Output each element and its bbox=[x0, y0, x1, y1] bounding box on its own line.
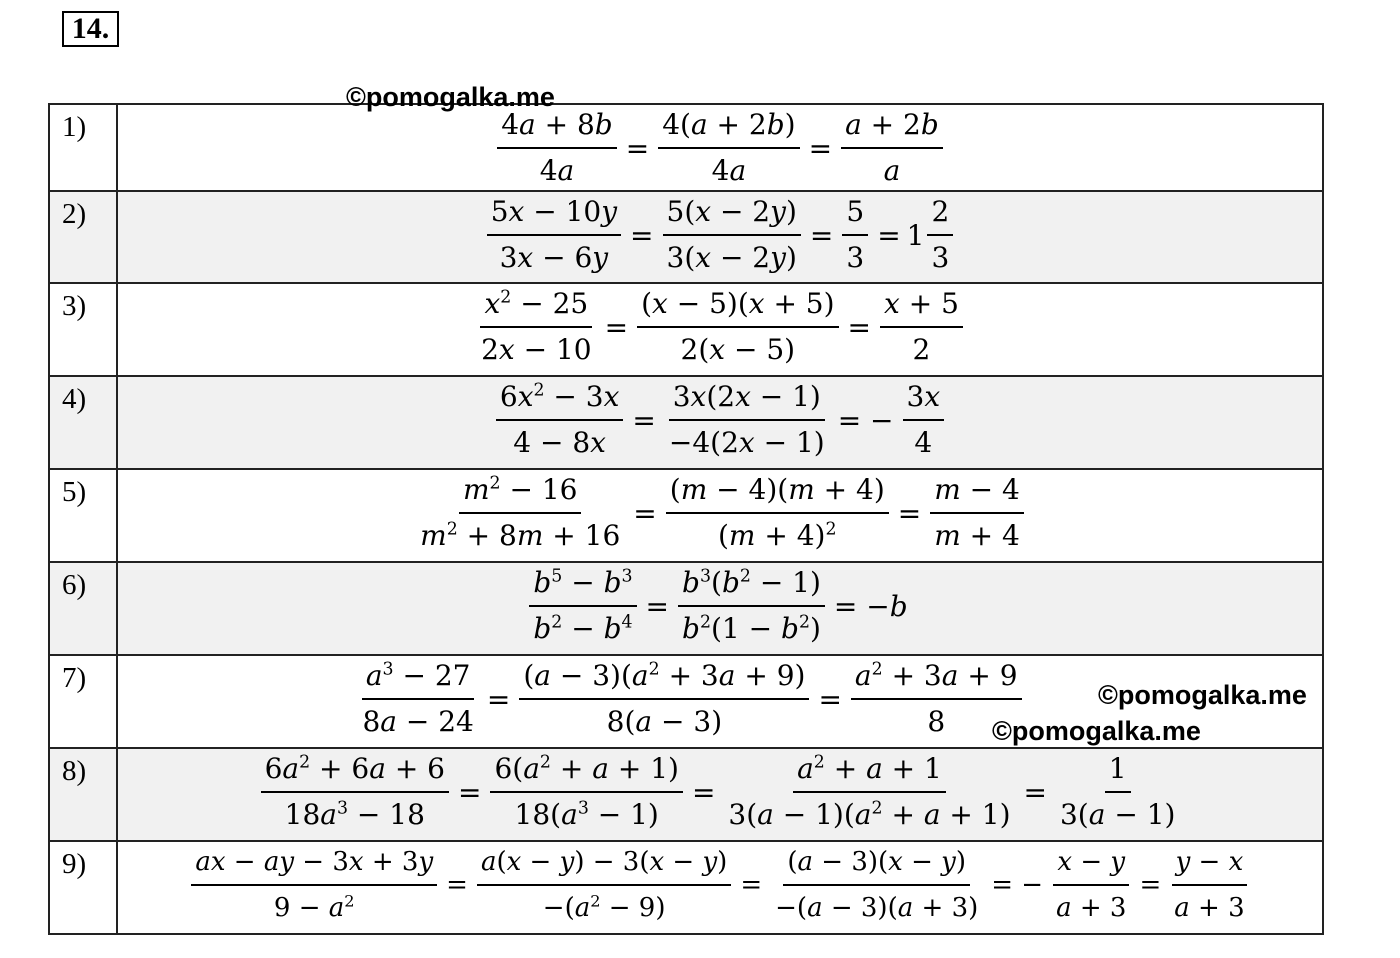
row-expression bbox=[117, 283, 1323, 376]
task-number: 14. bbox=[62, 11, 119, 47]
solutions-table bbox=[48, 103, 1324, 935]
row-label: 4) bbox=[49, 376, 117, 469]
row-expression bbox=[117, 562, 1323, 655]
watermark-bottom: ©pomogalka.me bbox=[992, 716, 1201, 746]
formula: $\frac{x^2 - 25}{2x - 10}$ = $\frac{(x - 5)(x + 5)}{2(x - 5)}$ = $\frac{x + 5}{2}$ bbox=[474, 286, 966, 368]
formula: $\frac{5x - 10y}{3x - 6y}$ = $\frac{5(x - 2y)}{3(x - 2y)}$ = $\frac{5}{3}$ = 1 $\frac{2}{3}$ bbox=[484, 194, 957, 276]
row-expression bbox=[117, 104, 1323, 191]
row-expression bbox=[117, 748, 1323, 841]
table-row bbox=[49, 283, 1323, 376]
row-label: 8) bbox=[49, 748, 117, 841]
watermark-top: ©pomogalka.me bbox=[346, 82, 555, 112]
formula: $\frac{ax - ay - 3x + 3y}{9 - a^2}$ = $\frac{a(x - y) - 3(x - y)}{-(a^2 - 9)}$ = $\frac{(a - 3)(x - y)}{-(a - 3)(a + 3)}$ = − $\frac{x - y}{a + 3}$ = $\frac{y - x}{a + 3}$ bbox=[188, 844, 1251, 926]
table-row bbox=[49, 469, 1323, 562]
row-label: 1) bbox=[49, 104, 117, 191]
formula: $\frac{6x^2 - 3x}{4 - 8x}$ = $\frac{3x(2x - 1)}{-4(2x - 1)}$ = − $\frac{3x}{4}$ bbox=[493, 379, 947, 461]
row-expression bbox=[117, 191, 1323, 283]
table-row bbox=[49, 841, 1323, 934]
row-label: 5) bbox=[49, 469, 117, 562]
formula: $\frac{6a^2 + 6a + 6}{18a^3 - 18}$ = $\frac{6(a^2 + a + 1)}{18(a^3 - 1)}$ = $\frac{a^2 + a + 1}{3(a - 1)(a^2 + a + 1)}$ = $\frac{1}{3(a - 1)}$ bbox=[258, 751, 1183, 833]
formula: $\frac{b^5 - b^3}{b^2 - b^4}$ = $\frac{b^3(b^2 - 1)}{b^2(1 - b^2)}$ = −b bbox=[526, 565, 913, 647]
formula: $\frac{m^2 - 16}{m^2 + 8m + 16}$ = $\frac{(m - 4)(m + 4)}{(m + 4)^2}$ = $\frac{m - 4}{m + 4}$ bbox=[413, 472, 1027, 554]
row-expression bbox=[117, 469, 1323, 562]
table-row bbox=[49, 191, 1323, 283]
table-row bbox=[49, 376, 1323, 469]
row-label: 7) bbox=[49, 655, 117, 748]
table-row bbox=[49, 104, 1323, 191]
row-label: 3) bbox=[49, 283, 117, 376]
row-expression bbox=[117, 376, 1323, 469]
table-row bbox=[49, 562, 1323, 655]
formula: $\frac{a^3 - 27}{8a - 24}$ = $\frac{(a - 3)(a^2 + 3a + 9)}{8(a - 3)}$ = $\frac{a^2 + 3a + 9}{8}$ bbox=[355, 658, 1024, 740]
formula: $\frac{4a + 8b}{4a}$ = $\frac{4(a + 2b)}{4a}$ = $\frac{a + 2b}{a}$ bbox=[494, 107, 946, 189]
row-label: 9) bbox=[49, 841, 117, 934]
table-row bbox=[49, 748, 1323, 841]
row-label: 6) bbox=[49, 562, 117, 655]
row-label: 2) bbox=[49, 191, 117, 283]
row-expression bbox=[117, 841, 1323, 934]
watermark-right: ©pomogalka.me bbox=[1098, 680, 1307, 710]
